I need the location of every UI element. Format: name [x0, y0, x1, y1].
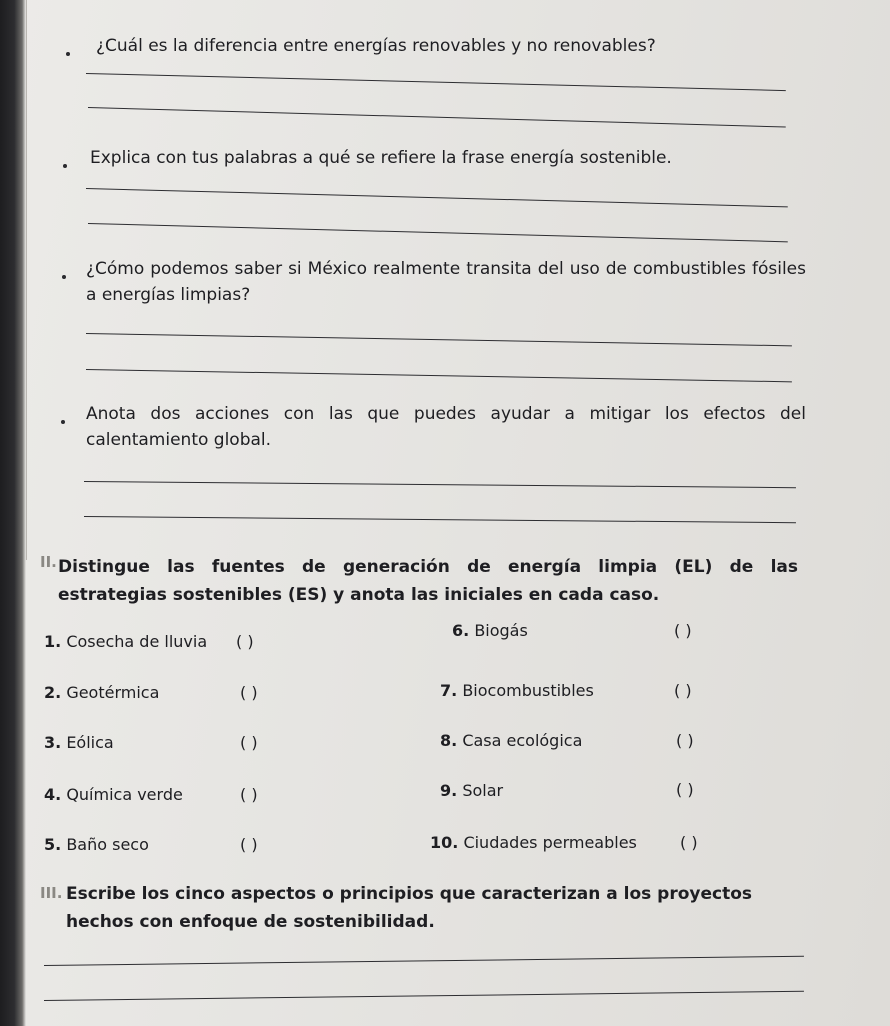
- answer-parenthesis[interactable]: ( ): [680, 833, 698, 852]
- list-item-9: 9. Solar: [440, 781, 504, 800]
- bullet-icon: [63, 164, 67, 168]
- question-2: Explica con tus palabras a qué se refiere la frase energía sostenible.: [90, 148, 672, 168]
- section-iii-title: Escribe los cinco aspectos o principios que caracterizan a los proyectos hechos con enfoque de sostenibilidad.: [66, 884, 753, 932]
- answer-line[interactable]: [88, 223, 788, 242]
- answer-parenthesis[interactable]: ( ): [240, 733, 258, 752]
- answer-parenthesis[interactable]: ( ): [676, 731, 694, 750]
- answer-line[interactable]: [84, 516, 796, 523]
- section-ii-numeral: II.: [40, 553, 57, 571]
- list-item-2: 2. Geotérmica: [44, 683, 160, 702]
- bullet-icon: [66, 52, 70, 56]
- question-1: ¿Cuál es la diferencia entre energías renovables y no renovables?: [96, 36, 656, 56]
- answer-parenthesis[interactable]: ( ): [236, 632, 254, 651]
- list-item-8: 8. Casa ecológica: [440, 731, 583, 750]
- answer-parenthesis[interactable]: ( ): [674, 681, 692, 700]
- page-edge-line: [26, 0, 27, 560]
- answer-line[interactable]: [86, 369, 792, 382]
- answer-line[interactable]: [86, 333, 792, 346]
- answer-line[interactable]: [44, 956, 804, 966]
- answer-line[interactable]: [44, 991, 804, 1001]
- list-item-1: 1. Cosecha de lluvia: [44, 632, 208, 651]
- list-item-5: 5. Baño seco: [44, 835, 149, 854]
- list-item-4: 4. Química verde: [44, 785, 183, 804]
- list-item-10: 10. Ciudades permeables: [430, 833, 637, 852]
- answer-parenthesis[interactable]: ( ): [240, 785, 258, 804]
- question-4: Anota dos acciones con las que puedes ayudar a mitigar los efectos del calentamiento global.: [86, 404, 806, 450]
- list-item-6: 6. Biogás: [452, 621, 528, 640]
- section-iii-numeral: III.: [40, 884, 63, 902]
- question-3: ¿Cómo podemos saber si México realmente transita del uso de combustibles fósiles a energías limpias?: [86, 259, 806, 305]
- list-item-7: 7. Biocombustibles: [440, 681, 594, 700]
- book-binding-shadow: [0, 0, 26, 1026]
- answer-line[interactable]: [86, 73, 786, 91]
- list-item-3: 3. Eólica: [44, 733, 114, 752]
- answer-line[interactable]: [84, 481, 796, 488]
- bullet-icon: [62, 275, 66, 279]
- answer-line[interactable]: [88, 107, 786, 127]
- answer-parenthesis[interactable]: ( ): [674, 621, 692, 640]
- section-ii-title: Distingue las fuentes de generación de energía limpia (EL) de las estrategias sostenibles (ES) y anota las iniciales en cada caso.: [58, 557, 798, 605]
- answer-parenthesis[interactable]: ( ): [240, 683, 258, 702]
- answer-parenthesis[interactable]: ( ): [240, 835, 258, 854]
- answer-line[interactable]: [86, 188, 788, 207]
- bullet-icon: [61, 420, 65, 424]
- answer-parenthesis[interactable]: ( ): [676, 780, 694, 799]
